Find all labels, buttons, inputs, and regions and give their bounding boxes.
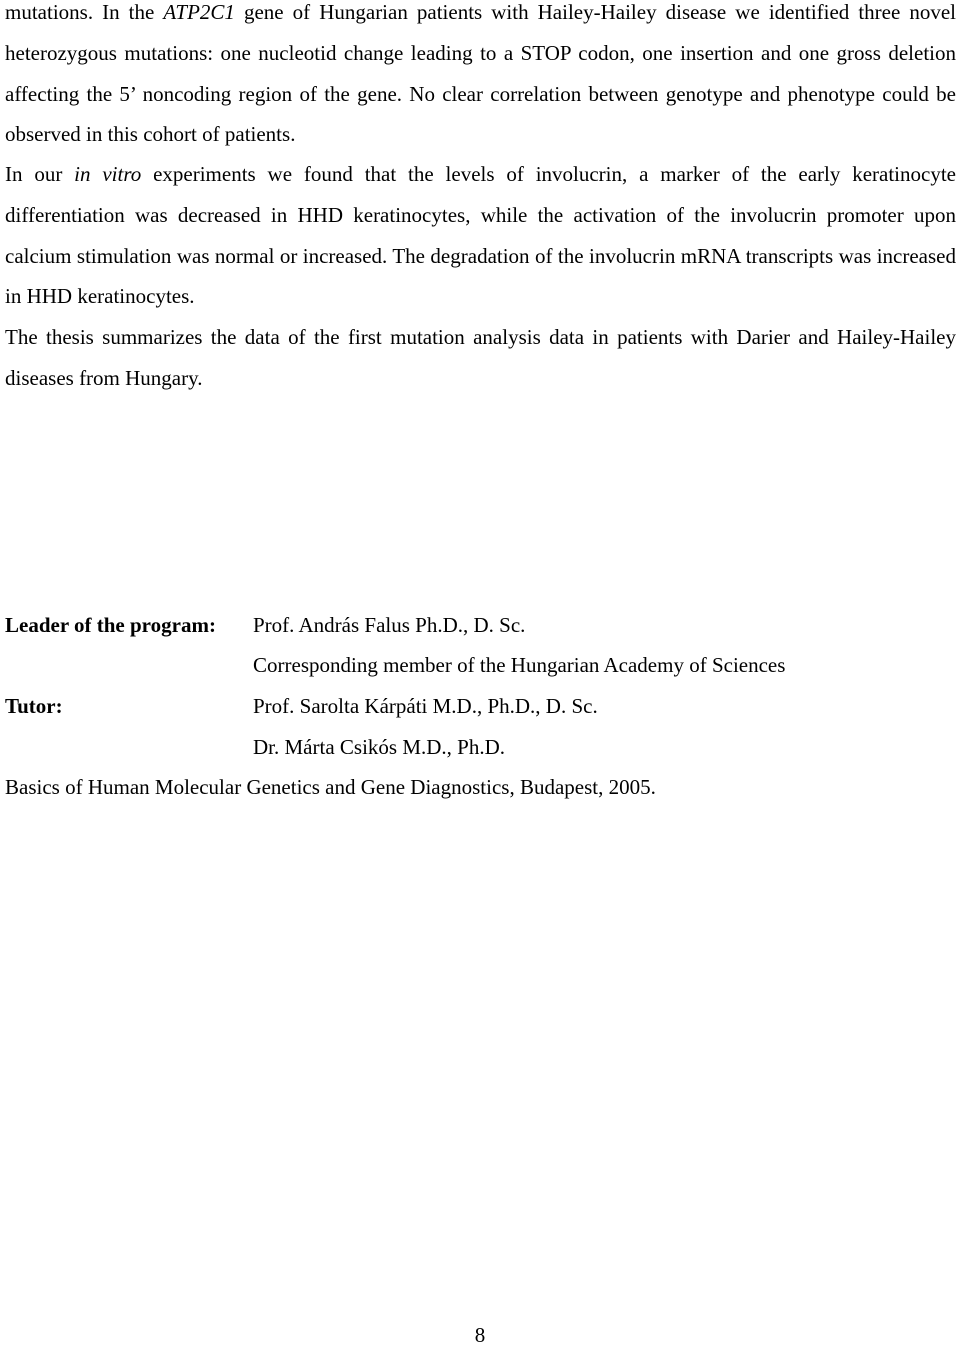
course-line: Basics of Human Molecular Genetics and Gene Diagnostics, Budapest, 2005. [5,775,656,799]
leader-label: Leader of the program: [5,613,216,637]
paragraph-summary: The thesis summarizes the data of the first mutation analysis data in patients with Darier and Hailey-Hailey diseases from Hungary. [5,325,956,390]
paragraph-text: mutations. In the [5,0,164,24]
page-number: 8 [474,1323,486,1347]
tutor-label: Tutor: [5,694,63,718]
in-vitro-term: in vitro [74,162,142,186]
leader-title: Corresponding member of the Hungarian Academy of Sciences [253,653,786,677]
tutor-name-2: Dr. Márta Csikós M.D., Ph.D. [253,735,506,759]
paragraph-text: experiments we found that the levels of involucrin, a marker of the early keratinocyte differentiation was decreased in HHD keratinocytes, while the activation of the involucrin promoter upon calcium stimulation was normal or increased. The degradation of the involucrin mRNA transcripts was increased in HHD keratinocytes. [5,162,956,309]
paragraph-text: gene of Hungarian patients with Hailey-Hailey disease we identified three novel heterozygous mutations: one nucleotid change leading to a STOP codon, one insertion and one gross deletion affecting the 5’ noncoding region of the gene. No clear correlation between genotype and phenotype could be observed in this cohort of patients. [5,0,957,147]
paragraph-text: In our [5,162,75,186]
gene-name: ATP2C1 [163,0,235,24]
tutor-name-1: Prof. Sarolta Kárpáti M.D., Ph.D., D. Sc. [253,694,598,718]
leader-name: Prof. András Falus Ph.D., D. Sc. [253,613,526,637]
paragraph-in-vitro [5,154,956,317]
paragraph-mutations [5,0,956,155]
